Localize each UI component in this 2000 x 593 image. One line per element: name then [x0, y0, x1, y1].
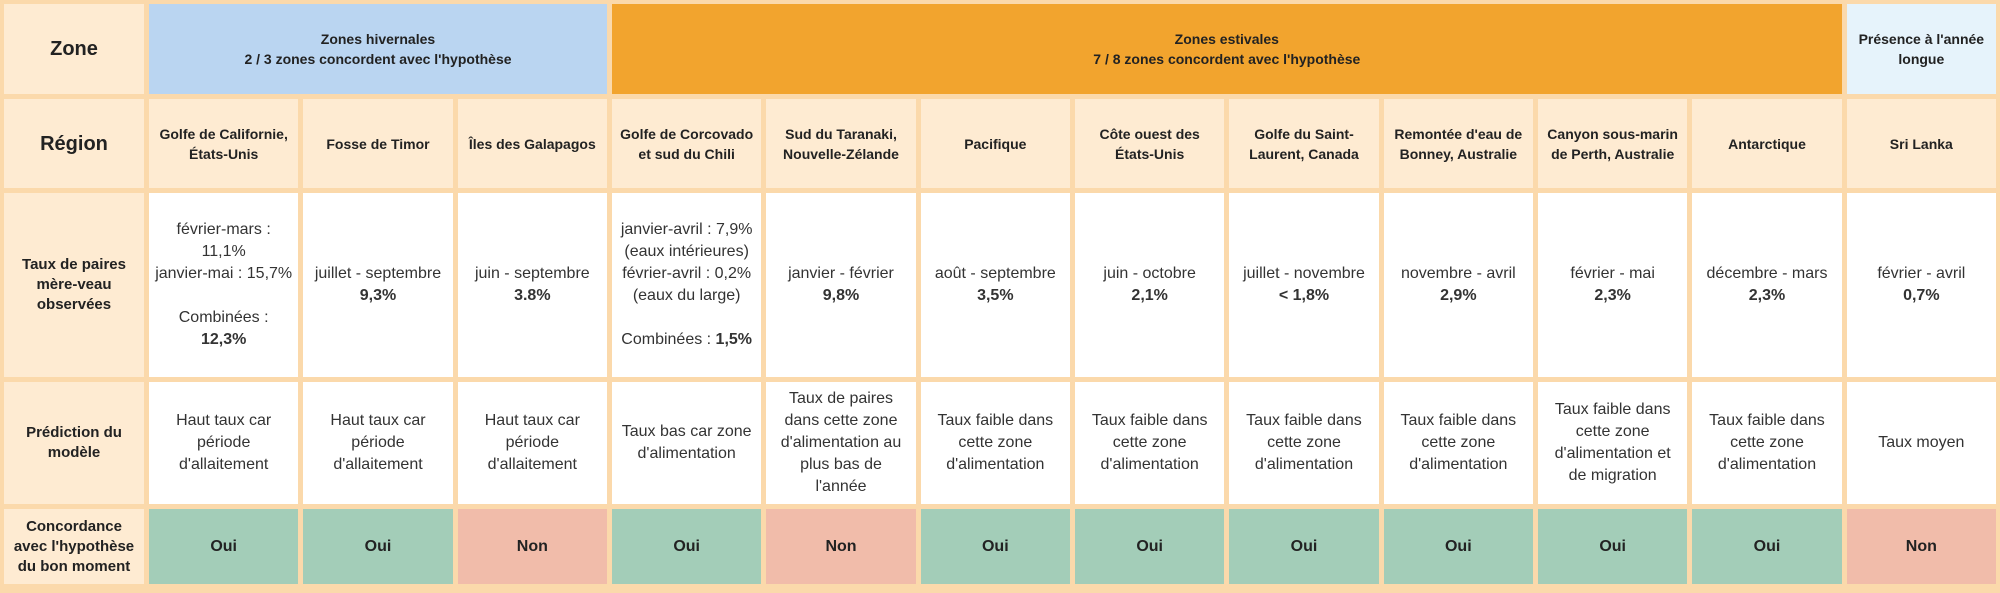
region-cell: Canyon sous-marin de Perth, Australie	[1538, 99, 1687, 188]
rate-line: (eaux du large)	[632, 287, 741, 304]
prediction-cell: Taux faible dans cette zone d'alimentation	[921, 382, 1070, 504]
concordance-cell: Non	[458, 509, 607, 584]
rate-value: 3.8%	[514, 287, 551, 304]
rate-combined	[155, 307, 292, 351]
region-cell: Sri Lanka	[1847, 99, 1996, 188]
rate-cell	[1384, 193, 1533, 377]
region-cell: Pacifique	[921, 99, 1070, 188]
zone-winter-subtitle: 2 / 3 zones concordent avec l'hypothèse	[244, 51, 512, 67]
rate-line: janvier-avril : 7,9%	[620, 221, 753, 238]
region-cell: Remontée d'eau de Bonney, Australie	[1384, 99, 1533, 188]
rate-value: 0,7%	[1903, 287, 1940, 304]
region-cell: Golfe de Californie, États-Unis	[149, 99, 298, 188]
row-label-zone: Zone	[4, 4, 144, 94]
region-cell: Côte ouest des États-Unis	[1075, 99, 1224, 188]
rate-cell	[1692, 193, 1841, 377]
region-cell: Golfe du Saint-Laurent, Canada	[1229, 99, 1378, 188]
concordance-cell: Non	[766, 509, 915, 584]
region-cell: Antarctique	[1692, 99, 1841, 188]
rate-cell	[1075, 193, 1224, 377]
rate-combined	[621, 329, 752, 351]
prediction-cell: Taux faible dans cette zone d'alimentation	[1692, 382, 1841, 504]
rate-cell	[766, 193, 915, 377]
rate-value: 9,3%	[359, 287, 397, 304]
rate-line: février-mars : 11,1%	[176, 221, 271, 260]
row-label-concordance: Concordance avec l'hypothèse du bon moment	[4, 509, 144, 584]
prediction-cell: Taux faible dans cette zone d'alimentation	[1229, 382, 1378, 504]
rate-period: juillet - septembre	[314, 265, 442, 282]
rate-period: juin - septembre	[474, 265, 590, 282]
prediction-cell: Taux moyen	[1847, 382, 1996, 504]
concordance-cell: Non	[1847, 509, 1996, 584]
region-cell: Fosse de Timor	[303, 99, 452, 188]
concordance-cell: Oui	[1538, 509, 1687, 584]
concordance-cell: Oui	[1229, 509, 1378, 584]
rate-cell	[1847, 193, 1996, 377]
rate-period: août - septembre	[934, 265, 1056, 282]
rate-value: 2,3%	[1594, 287, 1631, 304]
rate-value: 2,9%	[1440, 287, 1477, 304]
rate-period: janvier - février	[788, 265, 894, 282]
row-label-region: Région	[4, 99, 144, 188]
prediction-cell: Taux faible dans cette zone d'alimentation	[1384, 382, 1533, 504]
zone-header-yearlong	[1847, 4, 1996, 94]
prediction-cell: Taux faible dans cette zone d'alimentation	[1075, 382, 1224, 504]
region-cell: Îles des Galapagos	[458, 99, 607, 188]
concordance-cell: Oui	[612, 509, 761, 584]
rate-combined-value: 12,3%	[200, 331, 247, 348]
rate-combined-label: Combinées :	[178, 309, 269, 326]
concordance-cell: Oui	[1692, 509, 1841, 584]
row-label-rate: Taux de paires mère-veau observées	[4, 193, 144, 377]
zone-header-summer	[612, 4, 1842, 94]
region-cell: Sud du Taranaki, Nouvelle-Zélande	[766, 99, 915, 188]
prediction-cell: Taux faible dans cette zone d'alimentation et de migration	[1538, 382, 1687, 504]
rate-cell	[612, 193, 761, 377]
rate-line: février-avril : 0,2%	[622, 265, 752, 282]
zone-summer-subtitle: 7 / 8 zones concordent avec l'hypothèse	[1093, 51, 1361, 67]
concordance-cell: Oui	[921, 509, 1070, 584]
rate-value: 3,5%	[977, 287, 1014, 304]
rate-line: janvier-mai : 15,7%	[155, 265, 293, 282]
results-table	[4, 4, 1996, 589]
prediction-cell: Taux bas car zone d'alimentation	[612, 382, 761, 504]
rate-value: 2,3%	[1748, 287, 1786, 304]
zone-header-winter	[149, 4, 607, 94]
rate-line: (eaux intérieures)	[624, 243, 749, 260]
rate-period: février - avril	[1877, 265, 1966, 282]
rate-period: décembre - mars	[1706, 265, 1828, 282]
rate-value: < 1,8%	[1278, 287, 1330, 304]
zone-yearlong-title: Présence à l'année longue	[1858, 31, 1985, 67]
rate-cell	[458, 193, 607, 377]
rate-combined-label: Combinées :	[621, 331, 716, 348]
concordance-cell: Oui	[1384, 509, 1533, 584]
prediction-cell: Haut taux car période d'allaitement	[458, 382, 607, 504]
rate-value: 9,8%	[822, 287, 860, 304]
rate-value: 2,1%	[1131, 287, 1168, 304]
prediction-cell: Taux de paires dans cette zone d'alimentation au plus bas de l'année	[766, 382, 915, 504]
rate-cell	[303, 193, 452, 377]
rate-period: juillet - novembre	[1243, 265, 1365, 282]
rate-cell	[921, 193, 1070, 377]
concordance-cell: Oui	[303, 509, 452, 584]
zone-winter-title: Zones hivernales	[320, 31, 436, 47]
rate-cell	[149, 193, 298, 377]
rate-combined-value: 1,5%	[715, 331, 753, 348]
region-cell: Golfe de Corcovado et sud du Chili	[612, 99, 761, 188]
prediction-cell: Haut taux car période d'allaitement	[149, 382, 298, 504]
rate-period: février - mai	[1570, 265, 1655, 282]
row-label-prediction: Prédiction du modèle	[4, 382, 144, 504]
rate-cell	[1538, 193, 1687, 377]
concordance-cell: Oui	[1075, 509, 1224, 584]
rate-period: novembre - avril	[1400, 265, 1516, 282]
rate-period: juin - octobre	[1103, 265, 1196, 282]
rate-cell	[1229, 193, 1378, 377]
prediction-cell: Haut taux car période d'allaitement	[303, 382, 452, 504]
concordance-cell: Oui	[149, 509, 298, 584]
zone-summer-title: Zones estivales	[1174, 31, 1279, 47]
